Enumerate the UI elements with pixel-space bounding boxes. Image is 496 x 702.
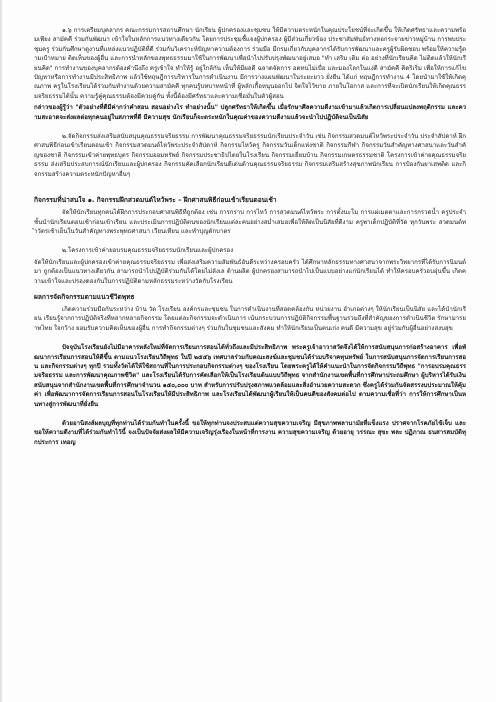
- heading-interesting-activity: กิจกรรมที่น่าสนใจ ๑. กิจกรรมฝึกสวดมนต์ไหว้พระ – ฝึกศาสนพิธีก่อนเข้าเรียนตอนเช้า: [34, 196, 277, 205]
- spacer: [34, 411, 466, 419]
- paragraph-preparation: ๑.๖ การเตรียมบุคลากร คณะกรรมการสถานศึกษา นักเรียน ผู้ปกครองและชุมชน ให้มีความตระหนักในคุณประโยชน์ที่จะเกิดขึ้น ให้เกิดศรัทธาและความพร้อมเพียง สามัคคี ร่วมกันพัฒนา เข้าใจในหลักการแนวทางเดียวกัน โดยการประชุมชี้แจงผู้ปกครอง ผู้มีส่วนเกี่ยวข้อง ประชาสัมพันธ์ทางหอกระจายข่าวหมู่บ้าน การพบประชุมครู ร่วมกันศึกษาดูงานที่แหล่งแนวปฏิบัติที่ดี ร่วมกันวิเคราะห์ปัญหาความต้องการ ร่วมมือ มีกรมเกี่ยวกับบุคลากรได้รับการพัฒนาและครูผู้รับผิดชอบ พร้อมให้ความรู้ตามเป้าหมาย ติดเห็นของผู้อื่น และการนำหลักของพุทธธรรมมาใช้ในการพัฒนาเพื่อนำไปปรับปรุงพัฒนาอยู่เสมอ "ทำ เสริม เติม ต่อ อย่างที่นักเรียนคิด ไม่ติดแล้วให้นักเรียนคิด" การทำงานของบุคลากรต้องคำนึงถึง ครูเข้าใจ ทำให้รู้ อยู่ใกล้กัน เห็นให้มีผลดี ฉลาดจัดการ อดทนไม่เบื่อ และมองโลกในแง่ดี สามัคคี คิดริเริ่ม เพื่อให้การแก้ไขปัญหาหรือการทำงานมีประสิทธิภาพ แล้วใช้ทฤษฎีการบริหารในการดำเนินงาน มีการวางแผนพัฒนาในระยะยาว ยั่งยืน ได้แก่ ทฤษฎีการทำงาน 4 โดยนำมาใช้ให้เกิดคุณภาพ ครูในโรงเรียนได้ร่วมกันทำงานด้วยความสามัคคี ทุกคนรู้บทบาทหน้าที่ ผู้หลักเกื้อหนุนออกไป จิตใจไว้ขาย ภายในโอกาส และการที่จะเปิดนักเรียนให้เกิดคุณธรรมจริยธรรมได้นั้น ความรู้คู่คุณธรรมต้องมีควบคู่กัน ทั้งนี้ต้องมีศรัทธาและความเชื่อมั่นในตัวผู้สอน: [34, 27, 466, 100]
- paragraph-preparation-emphasis: กล่าวของผู้รู้ว่า "ตัวอย่างที่ดีมีค่ากว่าคำสอน สอนอย่างไร ทำอย่างนั้น" ปลูกศรัทธาให้เกิดขึ้น เมื่อรักษาศีลความดีงามเข้ามาแล้วเกิดการเปลี่ยนแปลงพฤติกรรม และความสะอาดจะส่งผลต่อทุกคนอยู่ในสภาพที่ดี มีความสุข นักเรียนก็จะตระหนักในคุณค่าของความดีงามแล้วจะนำไปปฏิบัติจนเป็นนิสัย: [34, 104, 466, 121]
- paragraph-activities: ๒.จัดกิจกรรมส่งเสริมสนับสนุนคุณธรรมจริยธรรม การพัฒนาคุณธรรมจริยธรรมนักเรียนประจำวัน เช่น กิจกรรมสวดมนต์ไหว้พระประจำวัน ประจำสัปดาห์ ฝึกศาสนพิธีก่อนเข้าเรียนตอนเช้า กิจกรรมสวดมนต์ไหว้พระประจำสัปดาห์ กิจกรรมไหว้ครู กิจกรรมวันเด็กแห่งชาติ กิจกรรมกีฬา กิจกรรมวันสำคัญทางศาสนาและวันสำคัญของชาติ กิจกรรมเข้าค่ายพุทธบุตร กิจกรรมออมทรัพย์ กิจกรรมประชาธิปไตยในโรงเรียน กิจกรรมเยี่ยมบ้าน กิจกรรมเกษตรธรรมชาติ โครงการเข้าค่ายคุณธรรมจริยธรรม ส่งเสริมประสบการณ์นักเรียนและผู้ปกครอง กิจกรรมคัดเลือกนักเรียนดีเด่นด้านคุณธรรมจริยธรรม กิจกรรมเสริมสร้างสุขภาพนักเรียน การป้องกันยาเสพติด และกิจกรรมสร้างความตระหนักปัญหาอื่นๆ: [34, 133, 466, 178]
- paragraph-activity-two-title: ๒.โครงการเข้าค่ายอบรมคุณธรรมจริยธรรมนักเรียนและผู้ปกครอง: [62, 247, 234, 255]
- spacer: [34, 124, 466, 132]
- spacer: [34, 181, 466, 189]
- spacer: [34, 335, 466, 343]
- heading-results: ผลการจัดกิจกรรมตามแนวชีวิตพุทธ: [34, 292, 135, 301]
- paragraph-closing-blessing: ด้วยอานิสงส์ผลบุญที่ทุกท่านได้ร่วมกันทำในครั้งนี้ ขอให้ทุกท่านจงประสบแต่ความสุขความเจริญ มีสุขภาพพลานามัยที่แข็งแรง ปราศจากโรคภัยไข้เจ็บ และขอให้ความดีงามที่ได้ร่วมกันทำไว้นี้ จงเป็นปัจจัยส่งผลให้มีความเจริญรุ่งเรืองในหน้าที่การงาน ความสุขความเจริญ ด้วยอายุ วรรณะ สุขะ พละ ปฏิภาณ ธนสารสมบัติทุกประการ เทอญ: [34, 420, 466, 446]
- paragraph-activity-one: จัดให้นักเรียนทุกคนได้ฝึกการประกอบศาสนพิธีที่ถูกต้อง เช่น การกราบ การไหว้ การสวดมนต์ไหว้พระ การตั้งนะโม การแผ่เมตตาและการกรวดน้ำ ครูประจำชั้นนำนักเรียนตอนเช้าก่อนเข้าเรียน และประเมินการปฏิบัติตนของนักเรียนแต่ละคนอย่างสม่ำเสมอเพื่อให้ติดเป็นนิสัยที่ดีงาม ครูพาเด็กปฏิบัติที่วัด ทุกวันพระ สวดมนต์ทำวัตรเช้าเย็นในวันสำคัญทางพระพุทธศาสนา เวียนเทียน และทำบุญตักบาตร: [34, 209, 466, 235]
- scan-edge-shadow: [0, 0, 3, 702]
- paragraph-support: ปัจจุบันโรงเรียนยังไม่มีอาคารหลังใหม่ที่จัดการเรียนการสอนได้ทั่วถึงและมีประสิทธิภาพ พระครูเจ้าอาวาสวัดจึงได้ให้การสนับสนุนการก่อสร้างอาคาร เพื่อพัฒนาการเรียนการสอนให้ดีขึ้น ตามแนวโรงเรียนวิถีพุทธ ในปี ๒๕๕๖ เทศบาลร่วมกับคณะสงฆ์และชุมชนได้ร่วมบริจาคทุนทรัพย์ ในการสนับสนุนการจัดการเรียนการสอน และกิจกรรมต่างๆ ทุกปี รวมทั้งวัดได้ให้ใช้สถานที่ในการประกอบกิจกรรมต่างๆ ของโรงเรียน โดยพระครูได้ให้คำแนะนำในการจัดกิจกรรมวิถีพุทธ "การอบรมคุณธรรมจริยธรรม และการพัฒนาคุณภาพชีวิต" และโรงเรียนได้รับการคัดเลือกให้เป็นโรงเรียนต้นแบบวิถีพุทธ จากสำนักงานเขตพื้นที่การศึกษาประถมศึกษา ผู้บริหารได้รับเงินสนับสนุนจากสำนักงานเขตพื้นที่การศึกษาจำนวน ๑๕๐,๐๐๐ บาท สำหรับการปรับปรุงสภาพแวดล้อมและสิ่งอำนวยความสะดวก ซึ่งครูได้ร่วมกันจัดสรรงบประมาณให้คุ้มค่า เพื่อพัฒนาการจัดการเรียนการสอนในโรงเรียนให้มีประสิทธิภาพ และโรงเรียนได้พัฒนาผู้เรียนให้เป็นคนดีของสังคมต่อไป ตามความเชื่อที่ว่า การให้การศึกษาเป็นหนทางสู่การพัฒนาที่ยั่งยืน: [34, 344, 466, 408]
- paragraph-activity-two: จัดให้นักเรียนและผู้ปกครองเข้าค่ายคุณธรรมจริยธรรม เพื่อส่งเสริมความสัมพันธ์อันดีระหว่างครอบครัว ได้ศึกษาหลักธรรมทางศาสนาจากพระวิทยากรที่ได้รับการนิมนต์มา ถูกต้องเป็นแนวทางเดียวกัน สามารถนำไปปฏิบัติร่วมกันได้โดยไม่ลังเล ด้านผลิต ผู้ปกครองสามารถนำไปเป็นแบบอย่างแก่นักเรียนได้ ทำให้ครอบครัวอบอุ่นขึ้น เกิดความเข้าใจและปรองดองกันในการปฏิบัติตามหลักธรรมระหว่างวัดกับโรงเรียน: [34, 258, 466, 285]
- paragraph-results: เกิดความร่วมมือกันระหว่าง บ้าน วัด โรงเรียน องค์กรและชุมชน ในการดำเนินงานที่สอดคล้องกัน หน่วยงาน อำเภอต่างๆ ให้นักเรียนเป็นนิสัย และได้นำนักเรียน เรียนรู้จากการปฏิบัติจริงที่หลากหลายกิจกรรม โดยแต่ละกิจกรรมจะดำเนินการ เน้นกระบวนการปฏิบัติกิจกรรมพื้นฐานรวมถึงที่สำคัญของการดำเนินชีวิต รักษามารยาทไทย ใจกว้าง ยอมรับความคิดเห็นของผู้อื่น การทำกิจกรรมต่างๆ ร่วมกันในชุมชนและสังคม ทำให้นักเรียนเป็นคนเก่ง คนดี มีความสุข อยู่ร่วมกับผู้อื่นอย่างสงบสุข: [34, 305, 466, 332]
- spacer: [34, 238, 466, 246]
